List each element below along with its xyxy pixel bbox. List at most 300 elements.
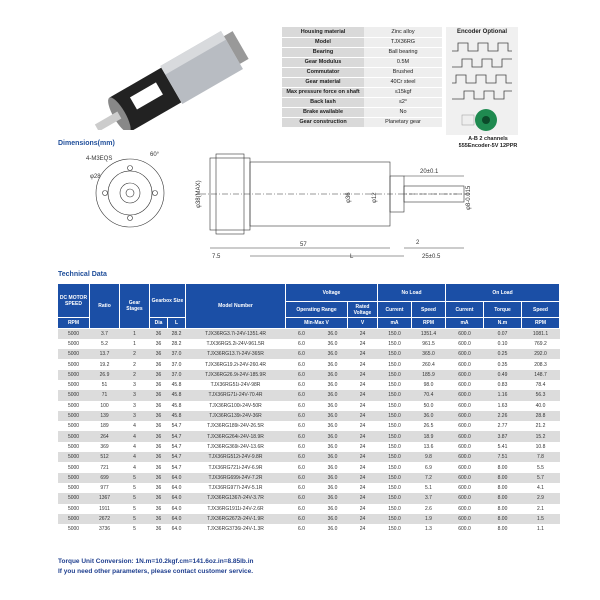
table-cell: 150.0 [378,339,412,349]
table-cell: 8.00 [484,473,522,483]
table-cell: 6.0 [286,473,318,483]
table-cell: 189 [90,421,120,431]
table-row [58,524,560,534]
spec-label: Brake available [282,107,364,117]
table-cell: 45.8 [168,411,186,421]
table-cell: 3 [120,390,150,400]
table-cell: 150.0 [378,524,412,534]
table-cell: TJX36RG977i-24V-5.1R [186,483,286,493]
table-cell: TJX36RG2672i-24V-1.9R [186,514,286,524]
spec-value: Brushed [364,67,442,77]
table-cell: 36 [150,421,168,431]
table-cell: 3736 [90,524,120,534]
table-cell: 6.0 [286,452,318,462]
table-cell: 24 [348,329,378,339]
table-cell: 24 [348,462,378,472]
table-cell: 36.0 [318,421,348,431]
table-cell: 6.0 [286,329,318,339]
spec-label: Back lash [282,97,364,107]
table-cell: 5000 [58,329,90,339]
table-cell: 1911 [90,504,120,514]
table-cell: 600.0 [446,411,484,421]
unit-rpm-3: RPM [522,318,560,329]
table-cell: 260.4 [412,359,446,369]
table-cell: 28.8 [522,411,560,421]
table-cell: 1.3 [412,524,446,534]
table-cell: 150.0 [378,514,412,524]
spec-label: Model [282,37,364,47]
unit-v: V [348,318,378,329]
table-cell: 150.0 [378,359,412,369]
table-cell: 36.0 [318,401,348,411]
table-cell: 5.7 [522,473,560,483]
table-cell: 2672 [90,514,120,524]
table-cell: 961.5 [412,339,446,349]
table-row [58,504,560,514]
table-cell: 2 [120,370,150,380]
table-cell: 600.0 [446,349,484,359]
table-cell: 3.87 [484,431,522,441]
table-cell: 600.0 [446,359,484,369]
table-cell: 369 [90,442,120,452]
dim-holes: 4-M3EQS [86,156,113,162]
spec-value: ≤2° [364,97,442,107]
table-cell: 36.0 [318,411,348,421]
dimension-drawing [50,148,520,263]
table-cell: 51 [90,380,120,390]
table-cell: 208.3 [522,359,560,369]
table-cell: 45.8 [168,390,186,400]
table-cell: TJX36RG721i-24V-6.9R [186,462,286,472]
dim-d38: φ38(MAX) [196,180,202,208]
table-cell: 2.77 [484,421,522,431]
table-cell: 36 [150,504,168,514]
table-cell: 28.2 [168,339,186,349]
table-cell: 148.7 [522,370,560,380]
table-cell: 36.0 [318,442,348,452]
table-row [58,370,560,380]
table-cell: 1367 [90,493,120,503]
table-cell: 78.4 [522,380,560,390]
table-cell: 8.00 [484,504,522,514]
table-cell: 5000 [58,359,90,369]
table-cell: 0.25 [484,349,522,359]
table-cell: 54.7 [168,462,186,472]
table-cell: 6.0 [286,514,318,524]
table-cell: 1081.1 [522,329,560,339]
table-cell: 54.7 [168,442,186,452]
dim-lenL: L [350,254,354,260]
table-cell: TJX36RG100i-24V-50R [186,401,286,411]
table-cell: 1.16 [484,390,522,400]
table-cell: 24 [348,349,378,359]
table-cell: 5000 [58,401,90,411]
table-cell: 0.35 [484,359,522,369]
table-cell: 5000 [58,339,90,349]
table-cell: 150.0 [378,390,412,400]
table-cell: TJX36RG369i-24V-13.6R [186,442,286,452]
hdr-ratio: Ratio [90,284,120,329]
table-cell: 4.1 [522,483,560,493]
table-cell: 150.0 [378,349,412,359]
table-cell: 600.0 [446,380,484,390]
hdr-on-load: On Load [446,284,560,302]
table-cell: 37.0 [168,349,186,359]
torque-conversion-note: Torque Unit Conversion: 1N.m=10.2kgf.cm=141.6oz.in=8.85lb.in [58,558,254,565]
table-cell: TJX36RG1911i-24V-2.6R [186,504,286,514]
table-cell: 600.0 [446,370,484,380]
table-cell: 2.1 [522,504,560,514]
technical-data-table [57,283,560,534]
table-cell: 36.0 [318,452,348,462]
table-cell: 24 [348,370,378,380]
table-cell: 36 [150,514,168,524]
table-cell: 13.7 [90,349,120,359]
table-cell: 6.0 [286,483,318,493]
spec-row [282,57,442,67]
table-row [58,483,560,493]
spec-label: Gear material [282,77,364,87]
table-cell: 5000 [58,452,90,462]
dim-d36: φ36 [346,192,352,203]
table-cell: 699 [90,473,120,483]
table-row [58,421,560,431]
table-cell: 36.0 [318,504,348,514]
encoder-waveform-icon [452,41,512,101]
table-cell: 5000 [58,473,90,483]
table-cell: TJX36RG3736i-24V-1.3R [186,524,286,534]
table-cell: 0.83 [484,380,522,390]
spec-value: 40Cr steel [364,77,442,87]
table-cell: 36 [150,452,168,462]
table-cell: 7.2 [412,473,446,483]
table-cell: 36 [150,524,168,534]
table-cell: 1.9 [412,514,446,524]
table-cell: 1 [120,339,150,349]
table-cell: TJX36RG19.2i-24V-260.4R [186,359,286,369]
table-cell: 50.0 [412,401,446,411]
table-cell: 8.00 [484,493,522,503]
table-cell: 6.9 [412,462,446,472]
table-cell: 21.2 [522,421,560,431]
encoder-caption-line1: A-B 2 channels [468,136,508,142]
table-cell: 4 [120,421,150,431]
table-cell: 36 [150,390,168,400]
table-cell: 5000 [58,421,90,431]
table-cell: 600.0 [446,504,484,514]
spec-value: Ball bearing [364,47,442,57]
table-cell: 36 [150,329,168,339]
table-cell: 600.0 [446,339,484,349]
table-cell: 150.0 [378,380,412,390]
table-cell: 36.0 [318,380,348,390]
table-cell: 600.0 [446,390,484,400]
dim-len2: 2 [416,240,420,246]
table-cell: 7.51 [484,452,522,462]
table-row [58,462,560,472]
table-cell: 600.0 [446,473,484,483]
table-cell: 24 [348,524,378,534]
table-cell: 18.9 [412,431,446,441]
table-cell: 24 [348,483,378,493]
table-cell: 19.2 [90,359,120,369]
table-cell: 100 [90,401,120,411]
table-cell: 6.0 [286,359,318,369]
table-cell: 5.41 [484,442,522,452]
table-cell: 0.07 [484,329,522,339]
dim-d8: φ8-0.015 [466,185,472,210]
dim-len57: 57 [300,242,307,248]
table-cell: 36 [150,380,168,390]
table-cell: 600.0 [446,483,484,493]
table-cell: 36.0 [318,462,348,472]
table-cell: 1.63 [484,401,522,411]
table-cell: 36.0 [318,473,348,483]
table-cell: TJX36RG1367i-24V-3.7R [186,493,286,503]
encoder-board-icon [460,107,504,133]
table-cell: 6.0 [286,339,318,349]
table-cell: TJX36RG189i-24V-26.5R [186,421,286,431]
table-row [58,349,560,359]
table-row [58,401,560,411]
table-cell: 600.0 [446,452,484,462]
table-cell: 1351.4 [412,329,446,339]
table-cell: 150.0 [378,504,412,514]
spec-row [282,97,442,107]
table-cell: 6.0 [286,462,318,472]
spec-row [282,107,442,117]
table-cell: 64.0 [168,524,186,534]
table-cell: 6.0 [286,401,318,411]
table-cell: 36 [150,359,168,369]
table-cell: 8.00 [484,524,522,534]
spec-table [282,27,442,128]
table-cell: 150.0 [378,370,412,380]
unit-dia: Dia [150,318,168,329]
table-cell: 2.9 [522,493,560,503]
spec-value: ≤15kgf [364,87,442,97]
table-cell: 292.0 [522,349,560,359]
spec-value: No [364,107,442,117]
dim-len25: 25±0.5 [422,254,441,260]
table-cell: 36 [150,431,168,441]
table-cell: 150.0 [378,483,412,493]
table-cell: TJX36RG13.7i-24V-365R [186,349,286,359]
table-cell: 150.0 [378,421,412,431]
spec-row [282,77,442,87]
encoder-box [446,27,518,135]
table-cell: 365.0 [412,349,446,359]
table-cell: 150.0 [378,493,412,503]
table-cell: 45.8 [168,380,186,390]
table-cell: 15.2 [522,431,560,441]
table-cell: 36.0 [318,483,348,493]
table-cell: 98.0 [412,380,446,390]
table-cell: 5000 [58,524,90,534]
table-cell: 769.2 [522,339,560,349]
table-cell: 36 [150,349,168,359]
table-cell: 24 [348,411,378,421]
hdr-on-load-torque: Torque [484,302,522,318]
table-cell: 24 [348,473,378,483]
hdr-gear-stages: Gear Stages [120,284,150,329]
table-cell: 64.0 [168,514,186,524]
table-cell: 150.0 [378,442,412,452]
table-cell: 70.4 [412,390,446,400]
table-cell: 0.49 [484,370,522,380]
table-cell: 28.2 [168,329,186,339]
spec-label: Gear Modulus [282,57,364,67]
table-cell: 3 [120,380,150,390]
table-cell: 36.0 [318,329,348,339]
table-cell: 5.1 [412,483,446,493]
spec-value: Planetary gear [364,117,442,127]
hdr-voltage: Voltage [286,284,378,302]
table-cell: 5000 [58,349,90,359]
table-cell: 64.0 [168,483,186,493]
table-cell: 64.0 [168,473,186,483]
table-cell: 24 [348,442,378,452]
table-cell: 37.0 [168,359,186,369]
table-cell: 5 [120,504,150,514]
hdr-no-load-speed: Speed [412,302,446,318]
table-cell: 24 [348,504,378,514]
table-row [58,442,560,452]
table-row [58,380,560,390]
table-cell: 150.0 [378,462,412,472]
table-cell: TJX36RG512i-24V-9.8R [186,452,286,462]
table-cell: 5000 [58,411,90,421]
table-cell: TJX36RG26.9i-24V-185.9R [186,370,286,380]
table-cell: 26.9 [90,370,120,380]
unit-rpm-2: RPM [412,318,446,329]
table-cell: 600.0 [446,462,484,472]
table-cell: 6.0 [286,349,318,359]
table-cell: 56.3 [522,390,560,400]
table-cell: 5000 [58,504,90,514]
table-cell: 1.1 [522,524,560,534]
dim-angle: 60° [150,152,160,158]
hdr-model-number: Model Number [186,284,286,329]
table-cell: 26.5 [412,421,446,431]
table-cell: 150.0 [378,473,412,483]
table-cell: 8.00 [484,483,522,493]
table-cell: 64.0 [168,504,186,514]
encoder-title: Encoder Optional [456,29,507,35]
motor-photo [90,20,270,130]
table-cell: 150.0 [378,452,412,462]
table-cell: 24 [348,514,378,524]
unit-ma-2: mA [446,318,484,329]
table-cell: 6.0 [286,370,318,380]
unit-nm: N.m [484,318,522,329]
dim-len7: 7.5 [212,254,221,260]
table-cell: 5 [120,524,150,534]
table-cell: 3 [120,401,150,411]
table-cell: 8.00 [484,514,522,524]
table-cell: 6.0 [286,411,318,421]
table-cell: 40.0 [522,401,560,411]
table-cell: 600.0 [446,421,484,431]
table-cell: 24 [348,380,378,390]
table-cell: 600.0 [446,514,484,524]
spec-row [282,37,442,47]
table-cell: TJX36RG51i-24V-98R [186,380,286,390]
table-cell: 36.0 [318,349,348,359]
hdr-rated-voltage: Rated Voltage [348,302,378,318]
table-cell: 36 [150,462,168,472]
unit-minmax: Min-Max V [286,318,348,329]
table-cell: 4 [120,442,150,452]
unit-ma-1: mA [378,318,412,329]
table-cell: TJX36RG5.2i-24V-961.5R [186,339,286,349]
table-cell: 3.7 [90,329,120,339]
table-cell: 150.0 [378,401,412,411]
table-cell: 7.8 [522,452,560,462]
hdr-on-load-current: Current [446,302,484,318]
table-cell: TJX36RG71i-24V-70.4R [186,390,286,400]
table-row [58,473,560,483]
hdr-operating-range: Operating Range [286,302,348,318]
table-cell: 37.0 [168,370,186,380]
table-cell: 54.7 [168,431,186,441]
table-cell: 3.7 [412,493,446,503]
table-cell: 6.0 [286,380,318,390]
table-row [58,339,560,349]
spec-row [282,27,442,37]
spec-label: Max pressure force on shaft [282,87,364,97]
table-cell: 139 [90,411,120,421]
table-cell: 600.0 [446,401,484,411]
contact-note: If you need other parameters, please contact customer service. [58,568,254,575]
table-cell: 6.0 [286,390,318,400]
table-cell: 36.0 [318,359,348,369]
unit-l: L [168,318,186,329]
table-cell: 13.6 [412,442,446,452]
table-cell: 9.8 [412,452,446,462]
table-cell: 36 [150,483,168,493]
table-cell: 36 [150,473,168,483]
table-cell: 512 [90,452,120,462]
table-cell: 24 [348,359,378,369]
table-cell: 977 [90,483,120,493]
table-cell: 5 [120,473,150,483]
table-cell: 0.10 [484,339,522,349]
table-cell: 5000 [58,493,90,503]
table-cell: 2 [120,349,150,359]
table-cell: 10.8 [522,442,560,452]
table-cell: 36.0 [318,524,348,534]
table-cell: 36 [150,442,168,452]
table-cell: 4 [120,462,150,472]
table-cell: 8.00 [484,462,522,472]
table-cell: 36 [150,493,168,503]
table-cell: 6.0 [286,493,318,503]
table-row [58,452,560,462]
table-cell: 36 [150,339,168,349]
table-cell: 36.0 [318,431,348,441]
table-cell: 36 [150,411,168,421]
table-cell: 45.8 [168,401,186,411]
table-cell: 5000 [58,483,90,493]
spec-row [282,87,442,97]
dimensions-title: Dimensions(mm) [58,140,115,147]
table-cell: 5 [120,514,150,524]
table-cell: 24 [348,452,378,462]
table-cell: 5.5 [522,462,560,472]
dim-len20: 20±0.1 [420,169,439,175]
table-cell: 1.5 [522,514,560,524]
